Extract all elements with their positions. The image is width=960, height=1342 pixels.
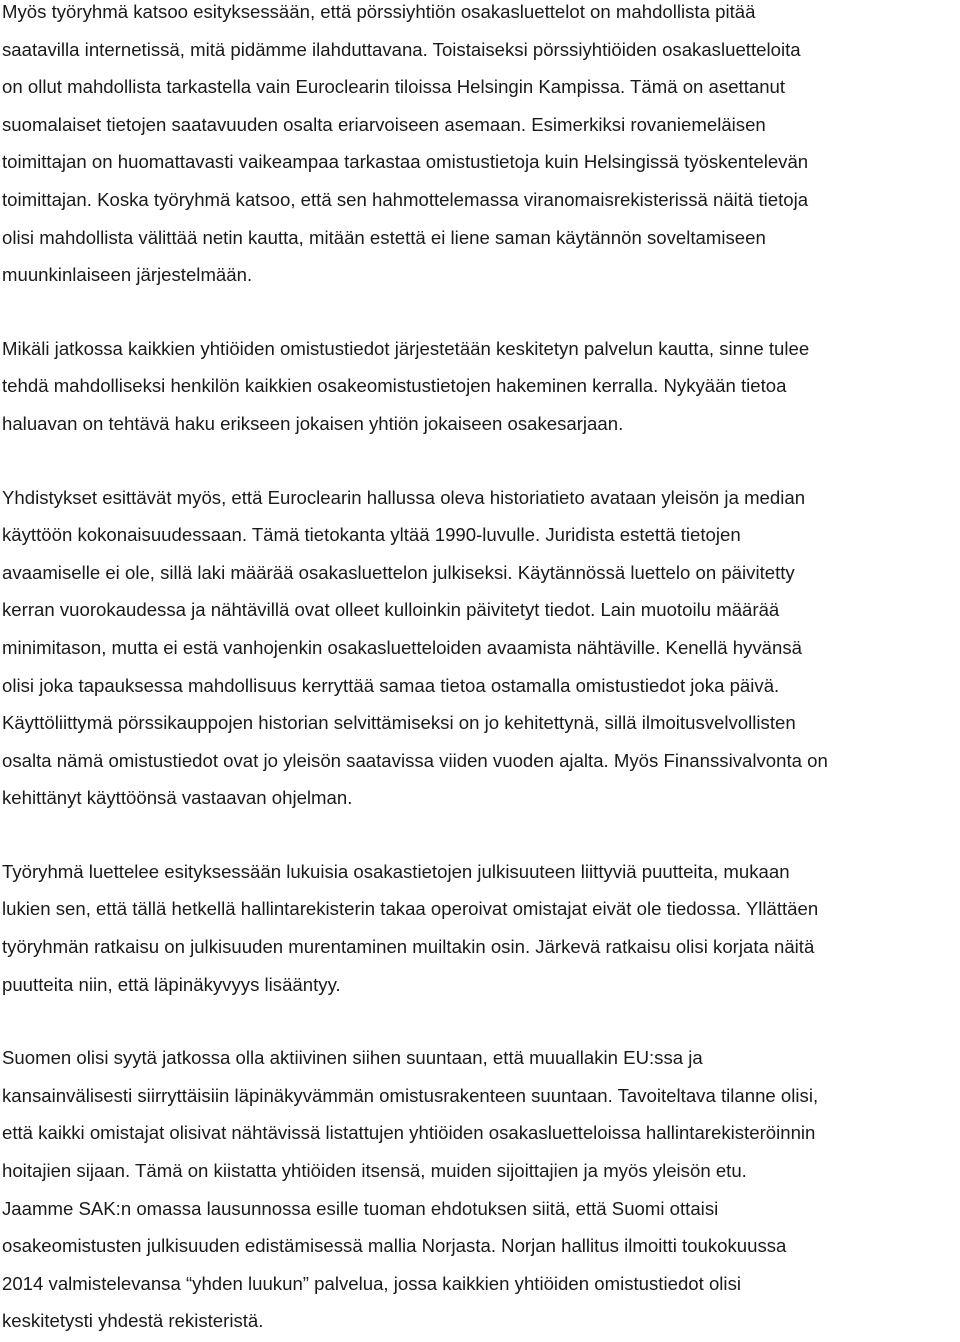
text-line: hoitajien sijaan. Tämä on kiistatta yhtiöiden itsensä, muiden sijoittajien ja myös yleisön etu.: [2, 1160, 747, 1182]
paragraph-5: [2, 1039, 960, 1340]
text-line: toimittajan. Koska työryhmä katsoo, että sen hahmottelemassa viranomaisrekisterissä näitä tietoja: [2, 188, 809, 210]
text-line: että kaikki omistajat olisivat nähtävissä listattujen yhtiöiden osakasluetteloissa hallintarekisteröinnin: [2, 1122, 816, 1144]
text-line: minimitason, mutta ei estä vanhojenkin osakasluetteloiden avaamista nähtäville. Kenellä hyvänsä: [2, 636, 802, 658]
paragraph-4: [2, 853, 960, 1003]
text-line: lukien sen, että tällä hetkellä hallintarekisterin takaa operoivat omistajat eivät ole tiedossa. Yllättäen: [2, 898, 819, 920]
text-line: kansainvälisesti siirryttäisiin läpinäkyvämmän omistusrakenteen suuntaan. Tavoiteltava tilanne olisi,: [2, 1084, 819, 1106]
text-line: olisi joka tapauksessa mahdollisuus kerryttää samaa tietoa ostamalla omistustiedot joka päivä.: [2, 674, 780, 696]
paragraph-1: [2, 0, 960, 294]
document-page: [2, 0, 960, 1340]
text-line: olisi mahdollista välittää netin kautta, mitään estettä ei liene saman käytännön soveltamiseen: [2, 226, 766, 248]
text-line: 2014 valmistelevansa “yhden luukun” palvelua, jossa kaikkien yhtiöiden omistustiedot olisi: [2, 1272, 741, 1294]
text-line: haluavan on tehtävä haku erikseen jokaisen yhtiön jokaiseen osakesarjaan.: [2, 412, 624, 434]
text-line: Käyttöliittymä pörssikauppojen historian selvittämiseksi on jo kehitettynä, sillä ilmoitusvelvollisten: [2, 712, 796, 734]
text-line: kerran vuorokaudessa ja nähtävillä ovat olleet kulloinkin päivitetyt tiedot. Lain muotoilu määrää: [2, 599, 780, 621]
text-line: saatavilla internetissä, mitä pidämme ilahduttavana. Toistaiseksi pörssiyhtiöiden osakasluetteloita: [2, 38, 801, 60]
text-line: suomalaiset tietojen saatavuuden osalta eriarvoiseen asemaan. Esimerkiksi rovaniemeläisen: [2, 113, 766, 135]
paragraph-3: [2, 479, 960, 817]
text-line: Jaamme SAK:n omassa lausunnossa esille tuoman ehdotuksen siitä, että Suomi ottaisi: [2, 1197, 719, 1219]
paragraph-2: [2, 330, 960, 443]
text-line: Työryhmä luettelee esityksessään lukuisia osakastietojen julkisuuteen liittyviä puutteita, mukaan: [2, 860, 790, 882]
text-line: osalta nämä omistustiedot ovat jo yleisön saatavissa viiden vuoden ajalta. Myös Finanssivalvonta on: [2, 749, 828, 771]
text-line: puutteita niin, että läpinäkyvyys lisääntyy.: [2, 973, 341, 995]
text-line: Suomen olisi syytä jatkossa olla aktiivinen siihen suuntaan, että muuallakin EU:ssa ja: [2, 1047, 703, 1069]
text-line: Mikäli jatkossa kaikkien yhtiöiden omistustiedot järjestetään keskitetyn palvelun kautta, sinne tulee: [2, 337, 810, 359]
text-line: avaamiselle ei ole, sillä laki määrää osakasluettelon julkiseksi. Käytännössä luettelo on päivitetty: [2, 561, 795, 583]
text-line: on ollut mahdollista tarkastella vain Euroclearin tiloissa Helsingin Kampissa. Tämä on asettanut: [2, 76, 786, 98]
text-line: keskitetysti yhdestä rekisteristä.: [2, 1310, 264, 1332]
text-line: työryhmän ratkaisu on julkisuuden murentaminen muiltakin osin. Järkevä ratkaisu olisi korjata näitä: [2, 936, 815, 958]
text-line: muunkinlaiseen järjestelmään.: [2, 264, 253, 286]
text-line: Myös työryhmä katsoo esityksessään, että pörssiyhtiön osakasluettelot on mahdollista pitää: [2, 1, 756, 22]
text-line: toimittajan on huomattavasti vaikeampaa tarkastaa omistustietoja kuin Helsingissä työskentelevän: [2, 151, 809, 173]
text-line: kehittänyt käyttöönsä vastaavan ohjelman.: [2, 787, 353, 809]
text-line: Yhdistykset esittävät myös, että Euroclearin hallussa oleva historiatieto avataan yleisön ja median: [2, 486, 806, 508]
text-line: osakeomistusten julkisuuden edistämisessä mallia Norjasta. Norjan hallitus ilmoitti toukokuussa: [2, 1235, 787, 1257]
text-line: käyttöön kokonaisuudessaan. Tämä tietokanta yltää 1990-luvulle. Juridista estettä tietojen: [2, 524, 741, 546]
text-line: tehdä mahdolliseksi henkilön kaikkien osakeomistustietojen hakeminen kerralla. Nykyään tietoa: [2, 375, 787, 397]
